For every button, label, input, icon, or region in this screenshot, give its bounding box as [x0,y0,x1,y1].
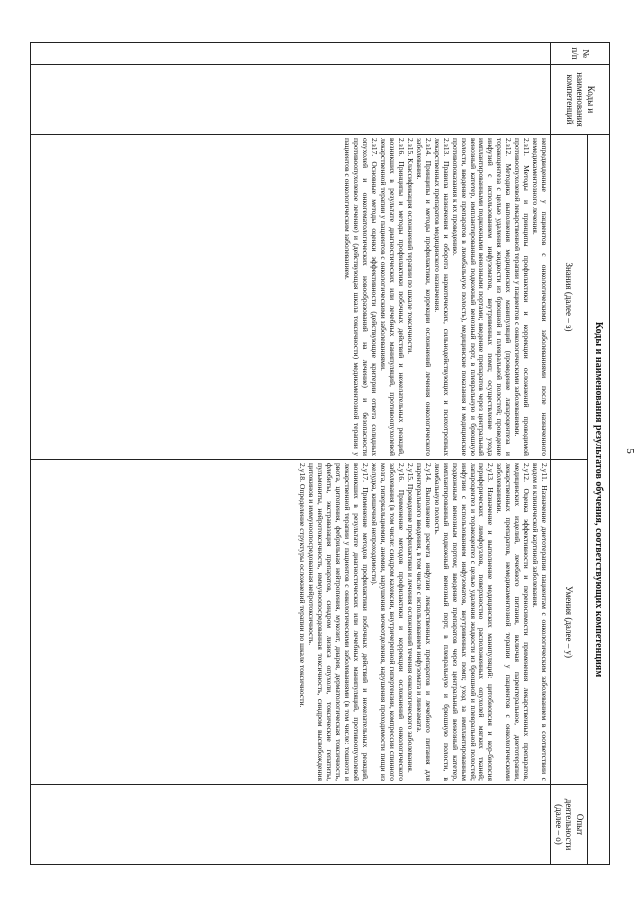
knowledge-item: 2.з16. Принципы и методы профилактики побочных действий и нежелательных реакций, возникших в результате диагностических или лечебных манипуляций, противоопухолевой лекарственной терапии у пациентов с онкологическими заболеваниями. [379,138,406,456]
skill-item: 2.у11. Назначение диетотерапии пациентам с онкологическим заболеванием в соответствии с видом и клинической картиной заболевания. [531,463,550,781]
skill-item: 2.у13. Назначение и выполнение медицинских манипуляций: цитобиопсия и кор-биопсия периферических лимфоузлов, поверхностно расположенных опухолей мягких тканей; лапароцентез и торакоцентез с целью удаления жидкости из брюшной и плевральной полостей; инфузии с использованием инфузоматов, внутривенных помп; уход за имплантированным подкожным венозным портом; введение препаратов через центральный венозный катетер, имплантированный подкожный венозный порт, в плевральную и брюшную полости, в люмбальную полость. [432,463,496,781]
skill-item: 2.у14. Выполнение расчета инфузии лекарственных препаратов и лечебного питания для парентерального введения, в том числе с использованием инфузомата и линеамата. [414,463,433,781]
skill-item: 2.у18. Определение структуры осложнений терапии по шкале токсичности. [298,463,308,708]
skill-item: 2.у12. Оценка эффективности и переносимости применения лекарственных препаратов, медицинских изделий, лечебного питания, включая парентеральное, диетотерапии, лекарственных препаратов, немедикаментозной терапии у пациентов с онкологическими заболеваниями. [495,463,532,781]
knowledge-item: 2.з17. Основные методы оценки эффективности (действующие критерии ответа солидных опухолей и онкогематологических новообразований на лечение) и безопасности противоопухолевое лечение) и (действующая шкала токсичности) медикаментозной терапии у пациентов с онкологическим заболеванием. [343,138,380,456]
competency-table [30,42,610,865]
cell-code [31,65,551,135]
knowledge-item: 2.з12. Методика выполнения медицинских манипуляций (проведение лапароцентеза и торакоцентеза с целью удаления жидкости из брюшной и плевральной полостей; проведение инфузий с использованием инфузоматов, внутривенных помп; осуществление ухода имплантированными подкожными венозными портами; введение препаратов через центральный венозный катетер, имплантированный подкожный венозный порт, в плевральную и брюшную полости, введение препаратов в люмбальную полость), медицинские показания и медицинские противопоказания к их проведению. [450,138,514,456]
knowledge-item: 2.з14. Принципы и методы профилактики, коррекции осложнений лечения онкологического заболевания. [414,138,433,456]
skill-item: 2.у17. Применение методов профилактики побочных действий и нежелательных реакций, возникших в результате диагностических или лечебных манипуляций, противоопухолевой лекарственной терапии у пациентов с онкологическими заболеваниями (в том числе: тошнота и рвота, цитопения, фебрильная нейтропения, мукозит, диарея, дерматологическая токсичность, флебиты, экстравазация препаратов, синдром лизиса опухоли, токсические гепатиты, пульмониты, нейротоксичность, иммуноопосредованная токсичность, синдром высвобождения цитокинов и иммуноопосредованная нейротоксичность. [307,463,371,781]
knowledge-item: 2.з13. Правила назначения и оборота наркотических, сильнодействующих и психотропных лекарственных препаратов медицинского назначения. [432,138,451,456]
skill-item: 2.у15. Проведение профилактики и лечения осложнений течения онкологического заболевания. [405,463,415,773]
experience-cell [31,785,551,865]
header-number: № п/п [551,43,610,65]
skills-cell [31,460,551,785]
skill-item: 2.у16. Применение методов профилактики и коррекции осложнений онкологического заболевания (в том числе: синдром кахексии, внутричерепной гипертензии, компрессии спинного мозга, гиперкальциемии, анемии, нарушения мочеотделения, нарушения проходимости пищи из желудка, кишечной непроходимости). [370,463,406,781]
knowledge-item: 2.з15. Классификация осложнений терапии по шкале токсичности. [405,138,415,355]
header-knowledge: Знания (далее – з) [551,135,588,460]
knowledge-item: непредвиденные у пациентов с онкологическими заболеваниями после назначенного немедикаментозного лечения. [531,138,550,456]
rotated-page [30,42,610,864]
knowledge-cell [31,135,551,460]
cell-number [31,43,551,65]
page-number: 5 [623,448,636,454]
header-codes: Коды и наименования компетенций [551,65,610,135]
header-results: Коды и наименования результатов обучения, соответствующих компетенциям [588,135,610,865]
knowledge-item: 2.з11. Методы и принципы профилактики и коррекции осложнений проводимой противоопухолевой лекарственной терапии у пациентов с онкологическими заболеваниями. [513,138,532,456]
header-skills: Умения (далее – у) [551,460,588,785]
header-experience: Опыт деятельности (далее – о) [551,785,588,865]
